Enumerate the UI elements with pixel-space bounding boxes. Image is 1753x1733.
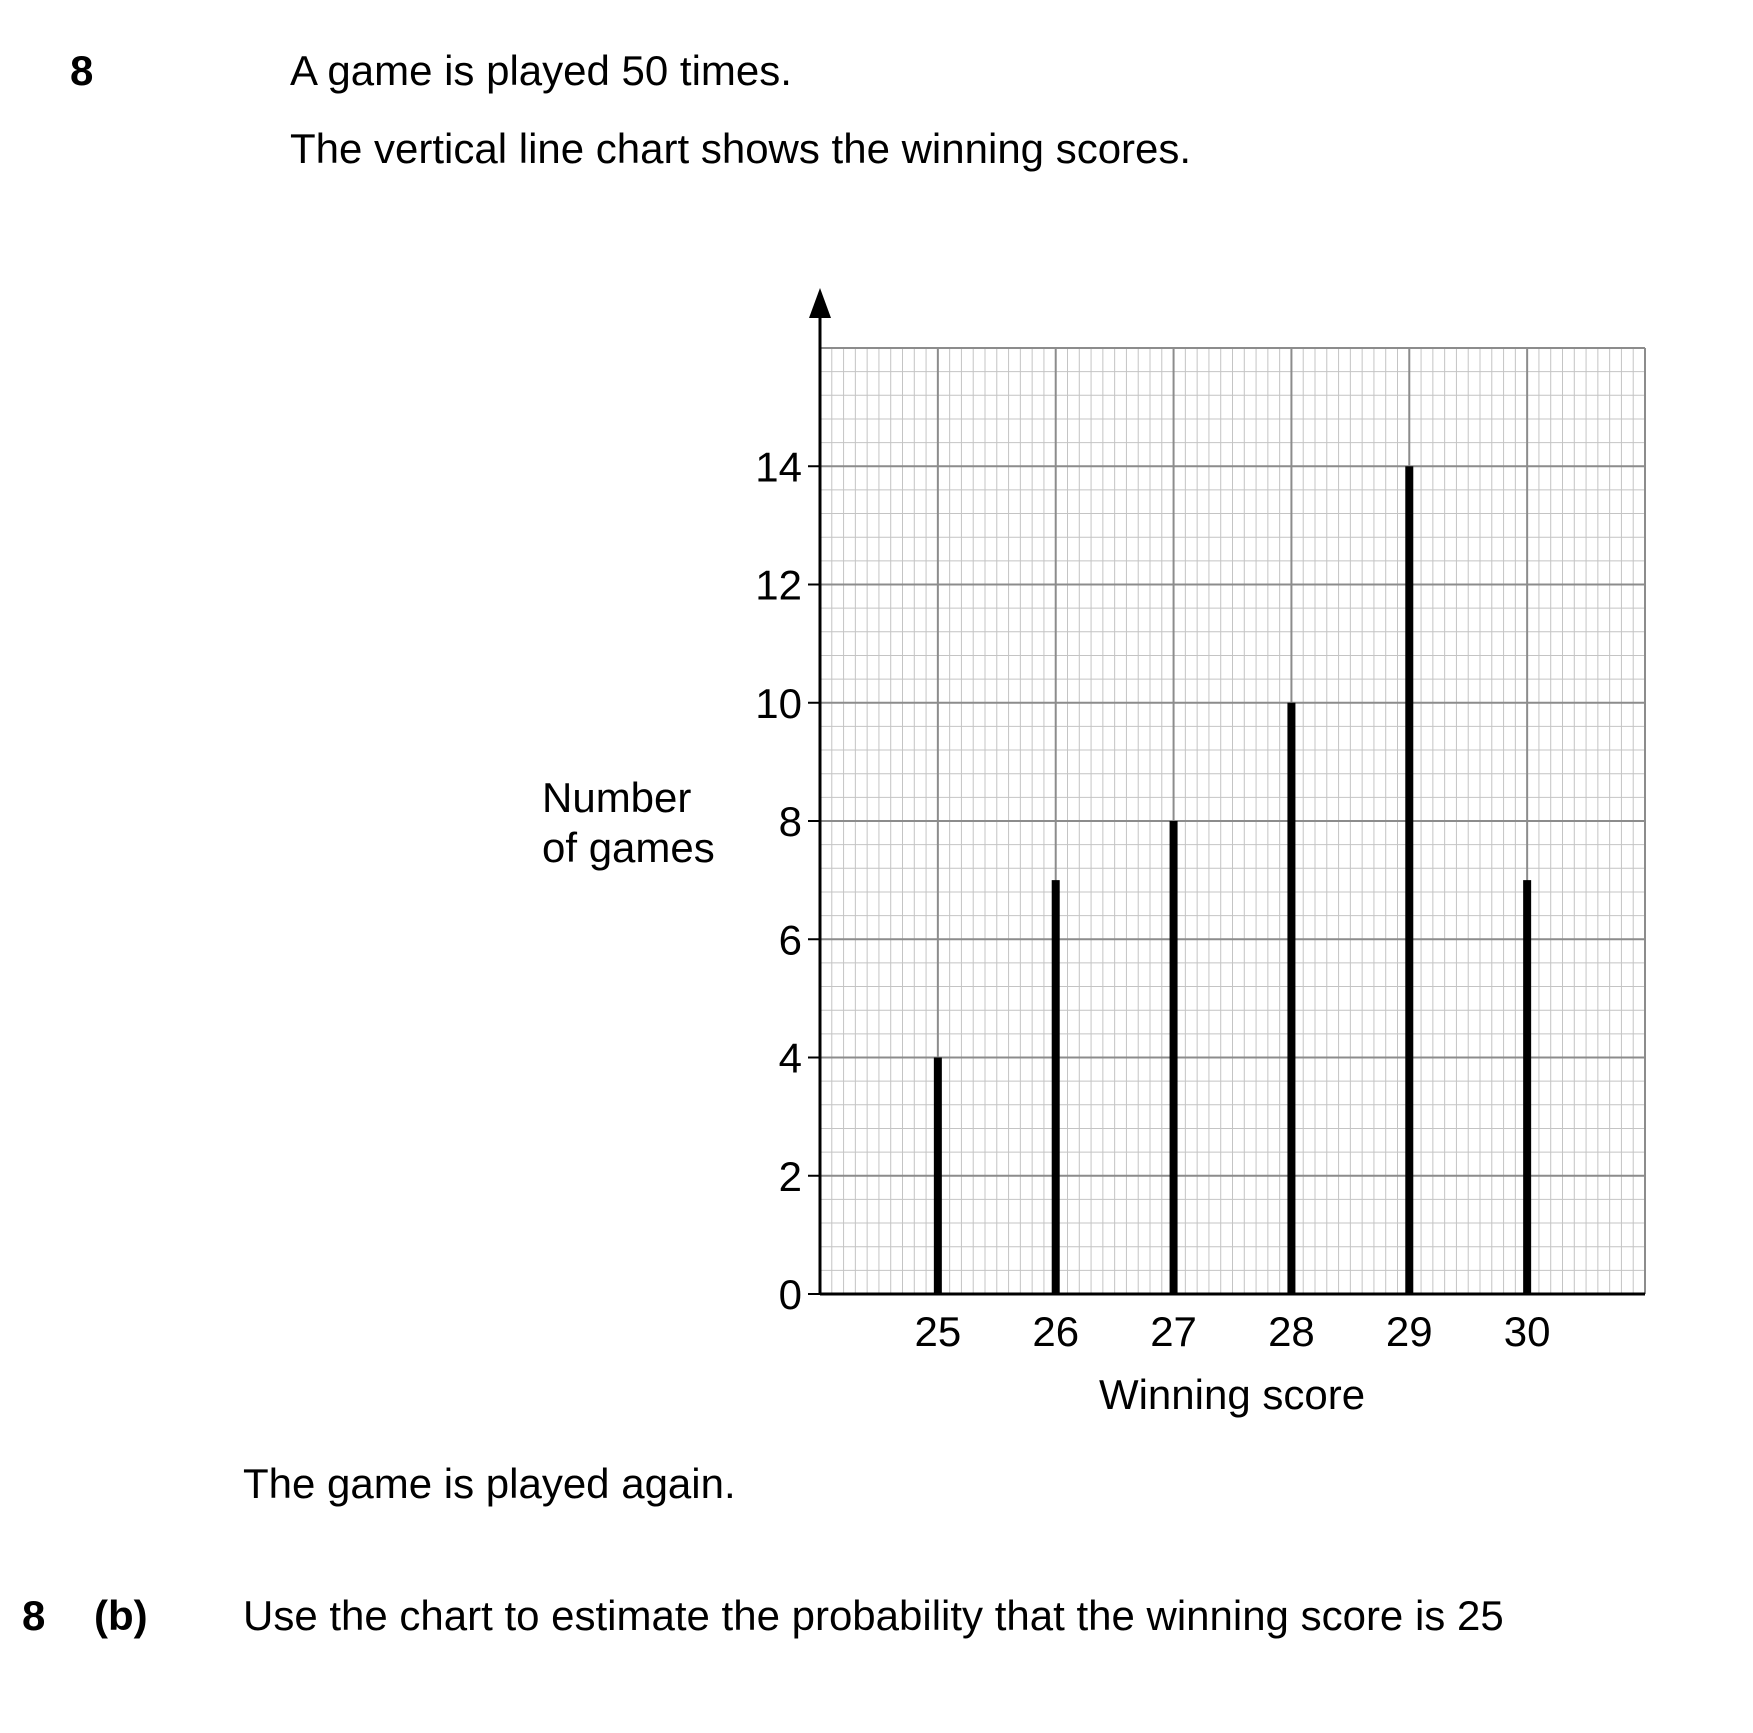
y-axis-arrowhead — [809, 288, 831, 318]
y-tick-label: 12 — [755, 561, 802, 609]
x-axis-ticks — [914, 1308, 1550, 1355]
y-tick-label: 6 — [778, 916, 802, 964]
part-question-text: Use the chart to estimate the probability that the winning score is 25 — [243, 1592, 1504, 1639]
question-number: 8 — [70, 47, 94, 94]
y-axis-title-line-1: Number — [542, 774, 692, 821]
part-number: 8 — [22, 1592, 46, 1639]
y-tick-label: 2 — [778, 1152, 802, 1200]
y-tick-label: 10 — [755, 679, 802, 727]
x-tick-label: 27 — [1150, 1308, 1197, 1355]
x-axis-title: Winning score — [1098, 1371, 1366, 1418]
x-tick-label: 25 — [914, 1308, 962, 1355]
y-axis-title-line-2: of games — [542, 824, 715, 871]
x-tick-label: 29 — [1385, 1308, 1433, 1355]
question-intro-line-1: A game is played 50 times. — [290, 47, 792, 94]
y-tick-label: 8 — [778, 798, 802, 845]
x-tick-label: 28 — [1268, 1308, 1315, 1355]
y-tick-label: 0 — [778, 1271, 802, 1318]
y-tick-label: 14 — [755, 443, 802, 491]
part-label: (b) — [94, 1592, 148, 1639]
y-tick-label: 4 — [778, 1034, 802, 1082]
y-axis-ticks — [755, 443, 820, 1318]
x-tick-label: 26 — [1032, 1308, 1080, 1355]
follow-up-text: The game is played again. — [243, 1460, 736, 1507]
x-tick-label: 30 — [1503, 1308, 1551, 1355]
question-intro-line-2: The vertical line chart shows the winning scores. — [290, 125, 1192, 172]
